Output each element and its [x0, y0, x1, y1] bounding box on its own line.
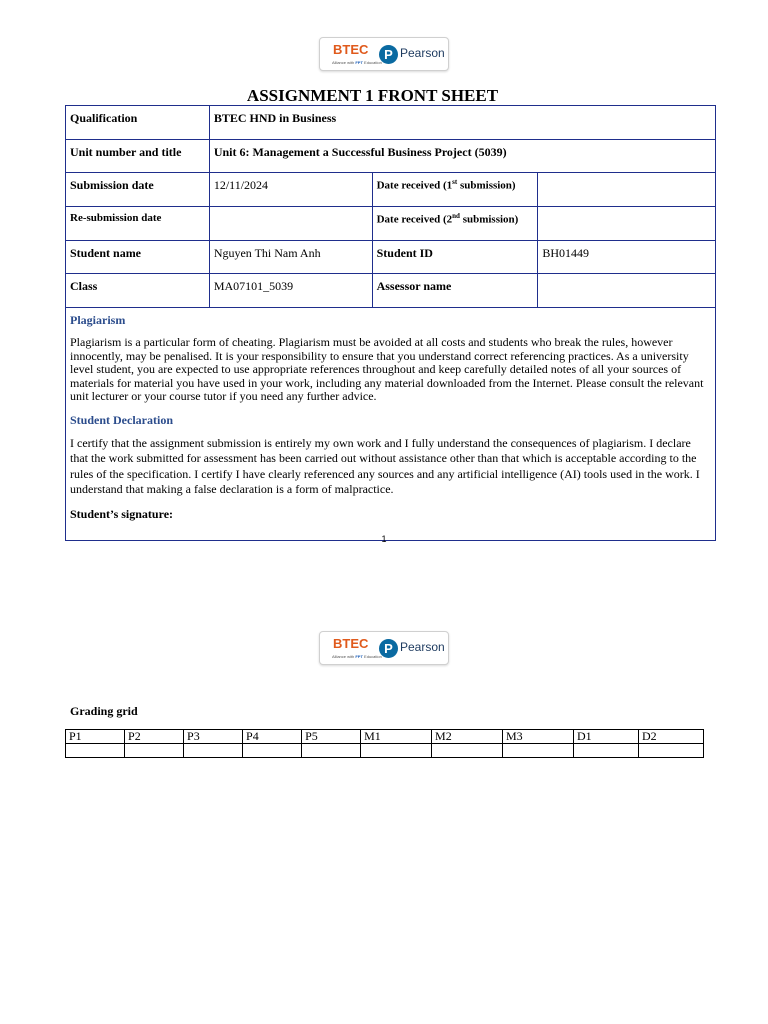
plagiarism-text: Plagiarism is a particular form of cheating. Plagiarism must be avoided at all costs and students who break the rules, however innocently, may be penalised. It is your responsibility to ensure that you understand correct referencing practices. As a university level student, you are expected to use appropriate references throughout and keep carefully detailed notes of all your sources of materials for material you have used in your work, including any material downloaded from the Internet. Please consult the relevant unit lecturer or your course tutor if you need any further advice. [70, 335, 704, 403]
resubmission-date-value [209, 207, 372, 241]
student-name-label: Student name [66, 241, 210, 274]
pearson-logo-icon: P [379, 639, 398, 658]
grade-value-cell [66, 744, 125, 758]
class-value: MA07101_5039 [209, 274, 372, 308]
pearson-logo-icon: P [379, 45, 398, 64]
student-signature-label: Student’s signature: [70, 506, 174, 521]
grade-header: P3 [184, 730, 243, 744]
table-row [66, 274, 716, 308]
date-received-1-value [538, 173, 716, 207]
grading-grid-value-row [66, 744, 704, 758]
table-row [66, 308, 716, 541]
grade-value-cell [638, 744, 703, 758]
student-name-value: Nguyen Thi Nam Anh [209, 241, 372, 274]
grade-value-cell [432, 744, 503, 758]
date-received-2-value [538, 207, 716, 241]
table-row [66, 106, 716, 140]
date-received-1-label: Date received (1st submission) [372, 173, 538, 207]
grade-value-cell [302, 744, 361, 758]
unit-label: Unit number and title [66, 140, 210, 173]
date-received-2-label: Date received (2nd submission) [372, 207, 538, 241]
grade-header: P4 [243, 730, 302, 744]
table-row [66, 207, 716, 241]
btec-pearson-logo [319, 37, 449, 71]
grade-header: P2 [125, 730, 184, 744]
grading-grid-header-row [66, 730, 704, 744]
front-sheet-table [65, 105, 716, 541]
class-label: Class [66, 274, 210, 308]
grade-header: M1 [361, 730, 432, 744]
student-declaration-text: I certify that the assignment submission is entirely my own work and I fully understand the consequences of plagiarism. I declare that the work submitted for assessment has been carried out without assistance other than that which is acceptable according to the rules of the specification. I certify I have clearly referenced any sources and any artificial intelligence (AI) tools used in the work. I understand that making a false declaration is a form of malpractice. [70, 435, 700, 496]
submission-date-value: 12/11/2024 [209, 173, 372, 207]
qualification-label: Qualification [66, 106, 210, 140]
btec-logo [326, 635, 382, 663]
grade-value-cell [361, 744, 432, 758]
grading-grid-table [65, 729, 704, 758]
page-title: ASSIGNMENT 1 FRONT SHEET [246, 86, 499, 105]
grade-header: M2 [432, 730, 503, 744]
table-row [66, 241, 716, 274]
resubmission-date-label: Re-submission date [66, 207, 210, 241]
grading-grid-title: Grading grid [70, 704, 138, 718]
btec-logo-subtext: Alliance with FPT Education [332, 60, 382, 65]
btec-logo-text: BTEC [333, 636, 369, 651]
btec-logo [326, 41, 382, 69]
grade-value-cell [503, 744, 574, 758]
table-row [66, 140, 716, 173]
grade-header: D1 [573, 730, 638, 744]
btec-logo-subtext: Alliance with FPT Education [332, 654, 382, 659]
grade-value-cell [184, 744, 243, 758]
student-declaration-heading: Student Declaration [70, 412, 173, 427]
plagiarism-heading: Plagiarism [70, 313, 126, 327]
pearson-logo-text: Pearson [400, 640, 445, 654]
student-id-value: BH01449 [538, 241, 716, 274]
assessor-name-label: Assessor name [372, 274, 538, 308]
grade-value-cell [125, 744, 184, 758]
grade-header: P5 [302, 730, 361, 744]
pearson-logo-text: Pearson [400, 46, 445, 60]
student-id-label: Student ID [372, 241, 538, 274]
btec-pearson-logo [319, 631, 449, 665]
assessor-name-value [538, 274, 716, 308]
qualification-value: BTEC HND in Business [209, 106, 715, 140]
submission-date-label: Submission date [66, 173, 210, 207]
page-number: 1 [381, 534, 387, 544]
btec-logo-text: BTEC [333, 42, 369, 57]
grade-value-cell [243, 744, 302, 758]
table-row [66, 173, 716, 207]
unit-value: Unit 6: Management a Successful Business Project (5039) [209, 140, 715, 173]
grade-header: P1 [66, 730, 125, 744]
grade-header: D2 [638, 730, 703, 744]
grade-header: M3 [503, 730, 574, 744]
declaration-section [66, 308, 716, 541]
grade-value-cell [573, 744, 638, 758]
